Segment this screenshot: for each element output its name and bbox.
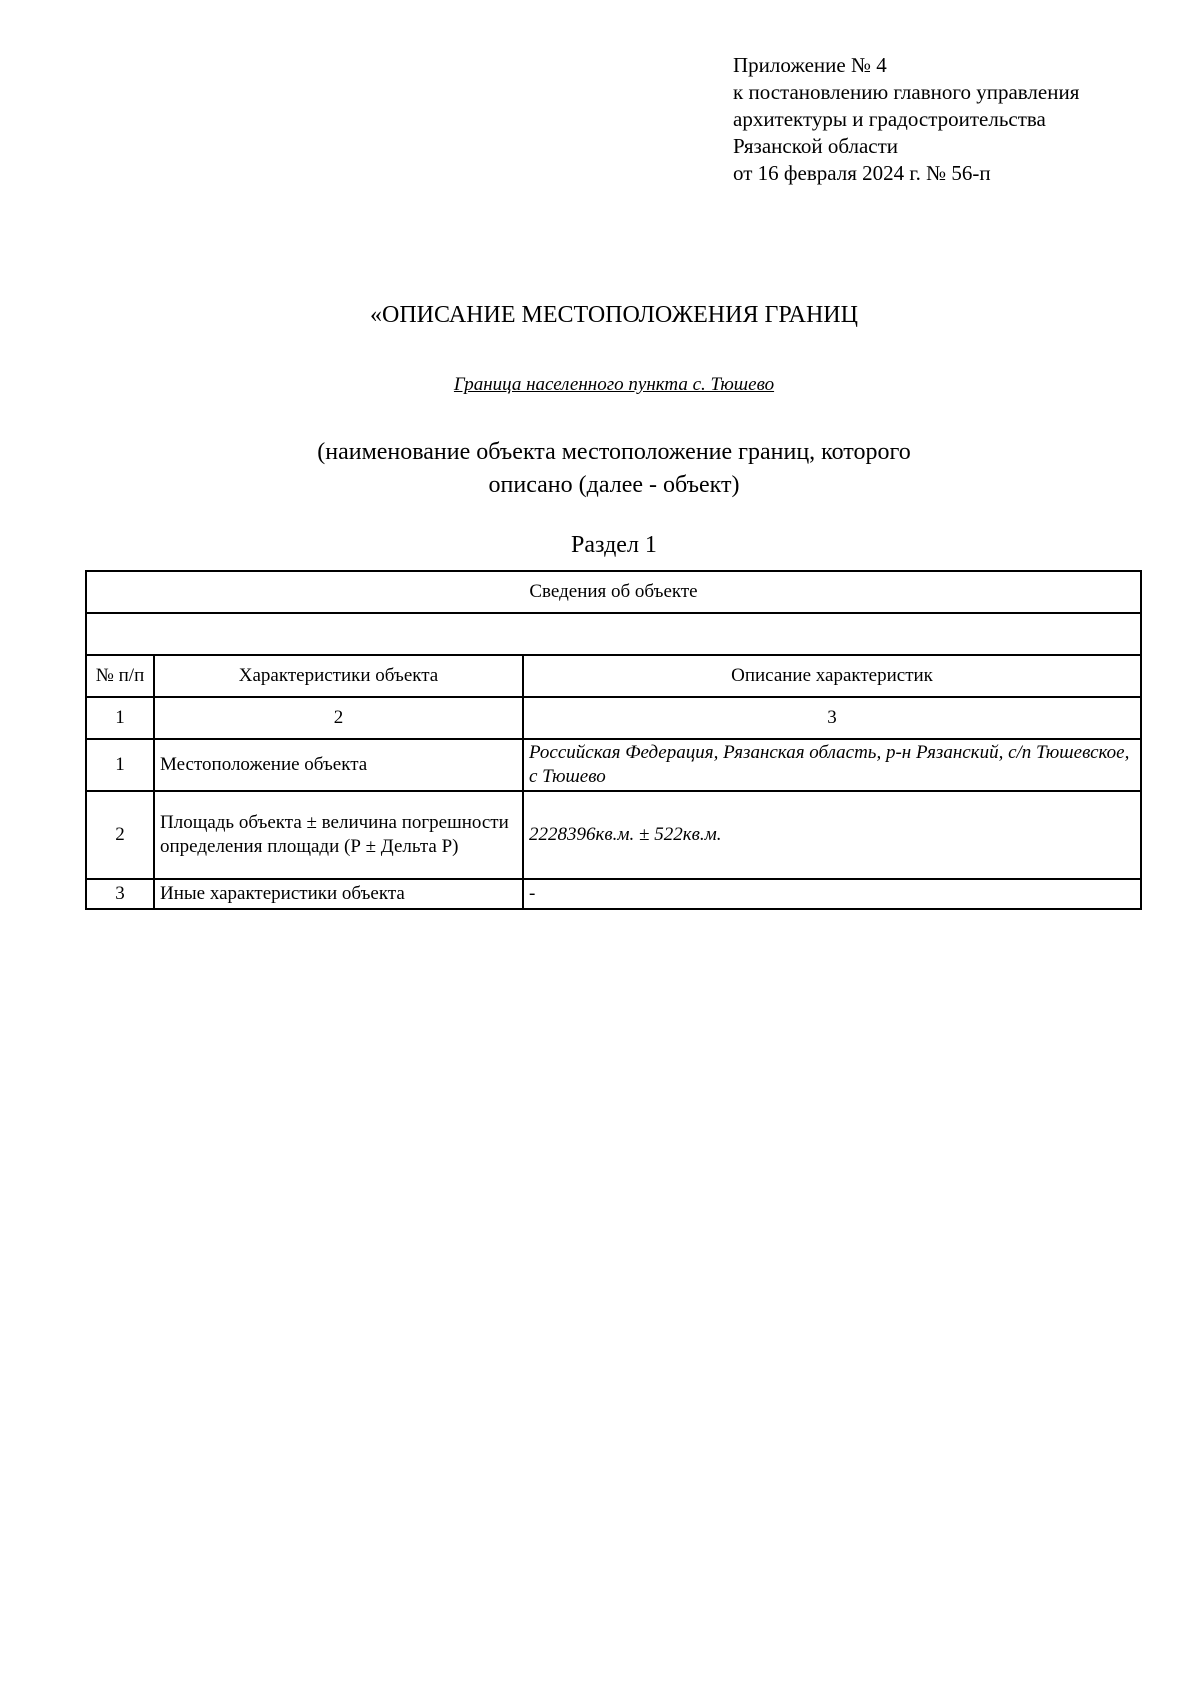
column-number: 2 xyxy=(154,697,523,739)
section-title: Раздел 1 xyxy=(571,532,657,558)
object-caption-line: (наименование объекта местоположение границ, которого xyxy=(317,439,911,465)
appendix-line: архитектуры и градостроительства xyxy=(733,107,1046,131)
table-blank-row xyxy=(86,613,1141,655)
row-characteristic: Иные характеристики объекта xyxy=(154,879,523,909)
row-number: 2 xyxy=(86,791,154,879)
table-heading: Сведения об объекте xyxy=(86,571,1141,613)
table-row xyxy=(86,879,1141,909)
object-caption-line: описано (далее - объект) xyxy=(488,472,740,498)
appendix-header xyxy=(733,52,1173,187)
row-characteristic: Площадь объекта ± величина погрешности определения площади (Р ± Дельта Р) xyxy=(154,791,523,879)
appendix-line: от 16 февраля 2024 г. № 56-п xyxy=(733,161,991,185)
object-name: Граница населенного пункта с. Тюшево xyxy=(453,374,775,395)
document-title: «ОПИСАНИЕ МЕСТОПОЛОЖЕНИЯ ГРАНИЦ xyxy=(370,302,858,328)
object-caption xyxy=(200,436,1028,502)
row-number: 3 xyxy=(86,879,154,909)
table-blank-cell xyxy=(86,613,1141,655)
column-number: 1 xyxy=(86,697,154,739)
table-row xyxy=(86,791,1141,879)
row-description: 2228396кв.м. ± 522кв.м. xyxy=(523,791,1141,879)
table-heading-row xyxy=(86,571,1141,613)
table-row xyxy=(86,739,1141,791)
column-header: Описание характеристик xyxy=(523,655,1141,697)
object-info-table xyxy=(85,570,1142,910)
column-number: 3 xyxy=(523,697,1141,739)
table-column-numbers-row xyxy=(86,697,1141,739)
row-description: Российская Федерация, Рязанская область, р-н Рязанский, с/п Тюшевское, с Тюшево xyxy=(523,739,1141,791)
table-header-row xyxy=(86,655,1141,697)
row-number: 1 xyxy=(86,739,154,791)
appendix-line: Приложение № 4 xyxy=(733,53,887,77)
appendix-line: Рязанской области xyxy=(733,134,899,158)
appendix-line: к постановлению главного управления xyxy=(733,80,1080,104)
row-characteristic: Местоположение объекта xyxy=(154,739,523,791)
row-description: - xyxy=(523,879,1141,909)
object-name-block xyxy=(0,373,1200,397)
column-header: Характеристики объекта xyxy=(154,655,523,697)
column-header: № п/п xyxy=(86,655,154,697)
